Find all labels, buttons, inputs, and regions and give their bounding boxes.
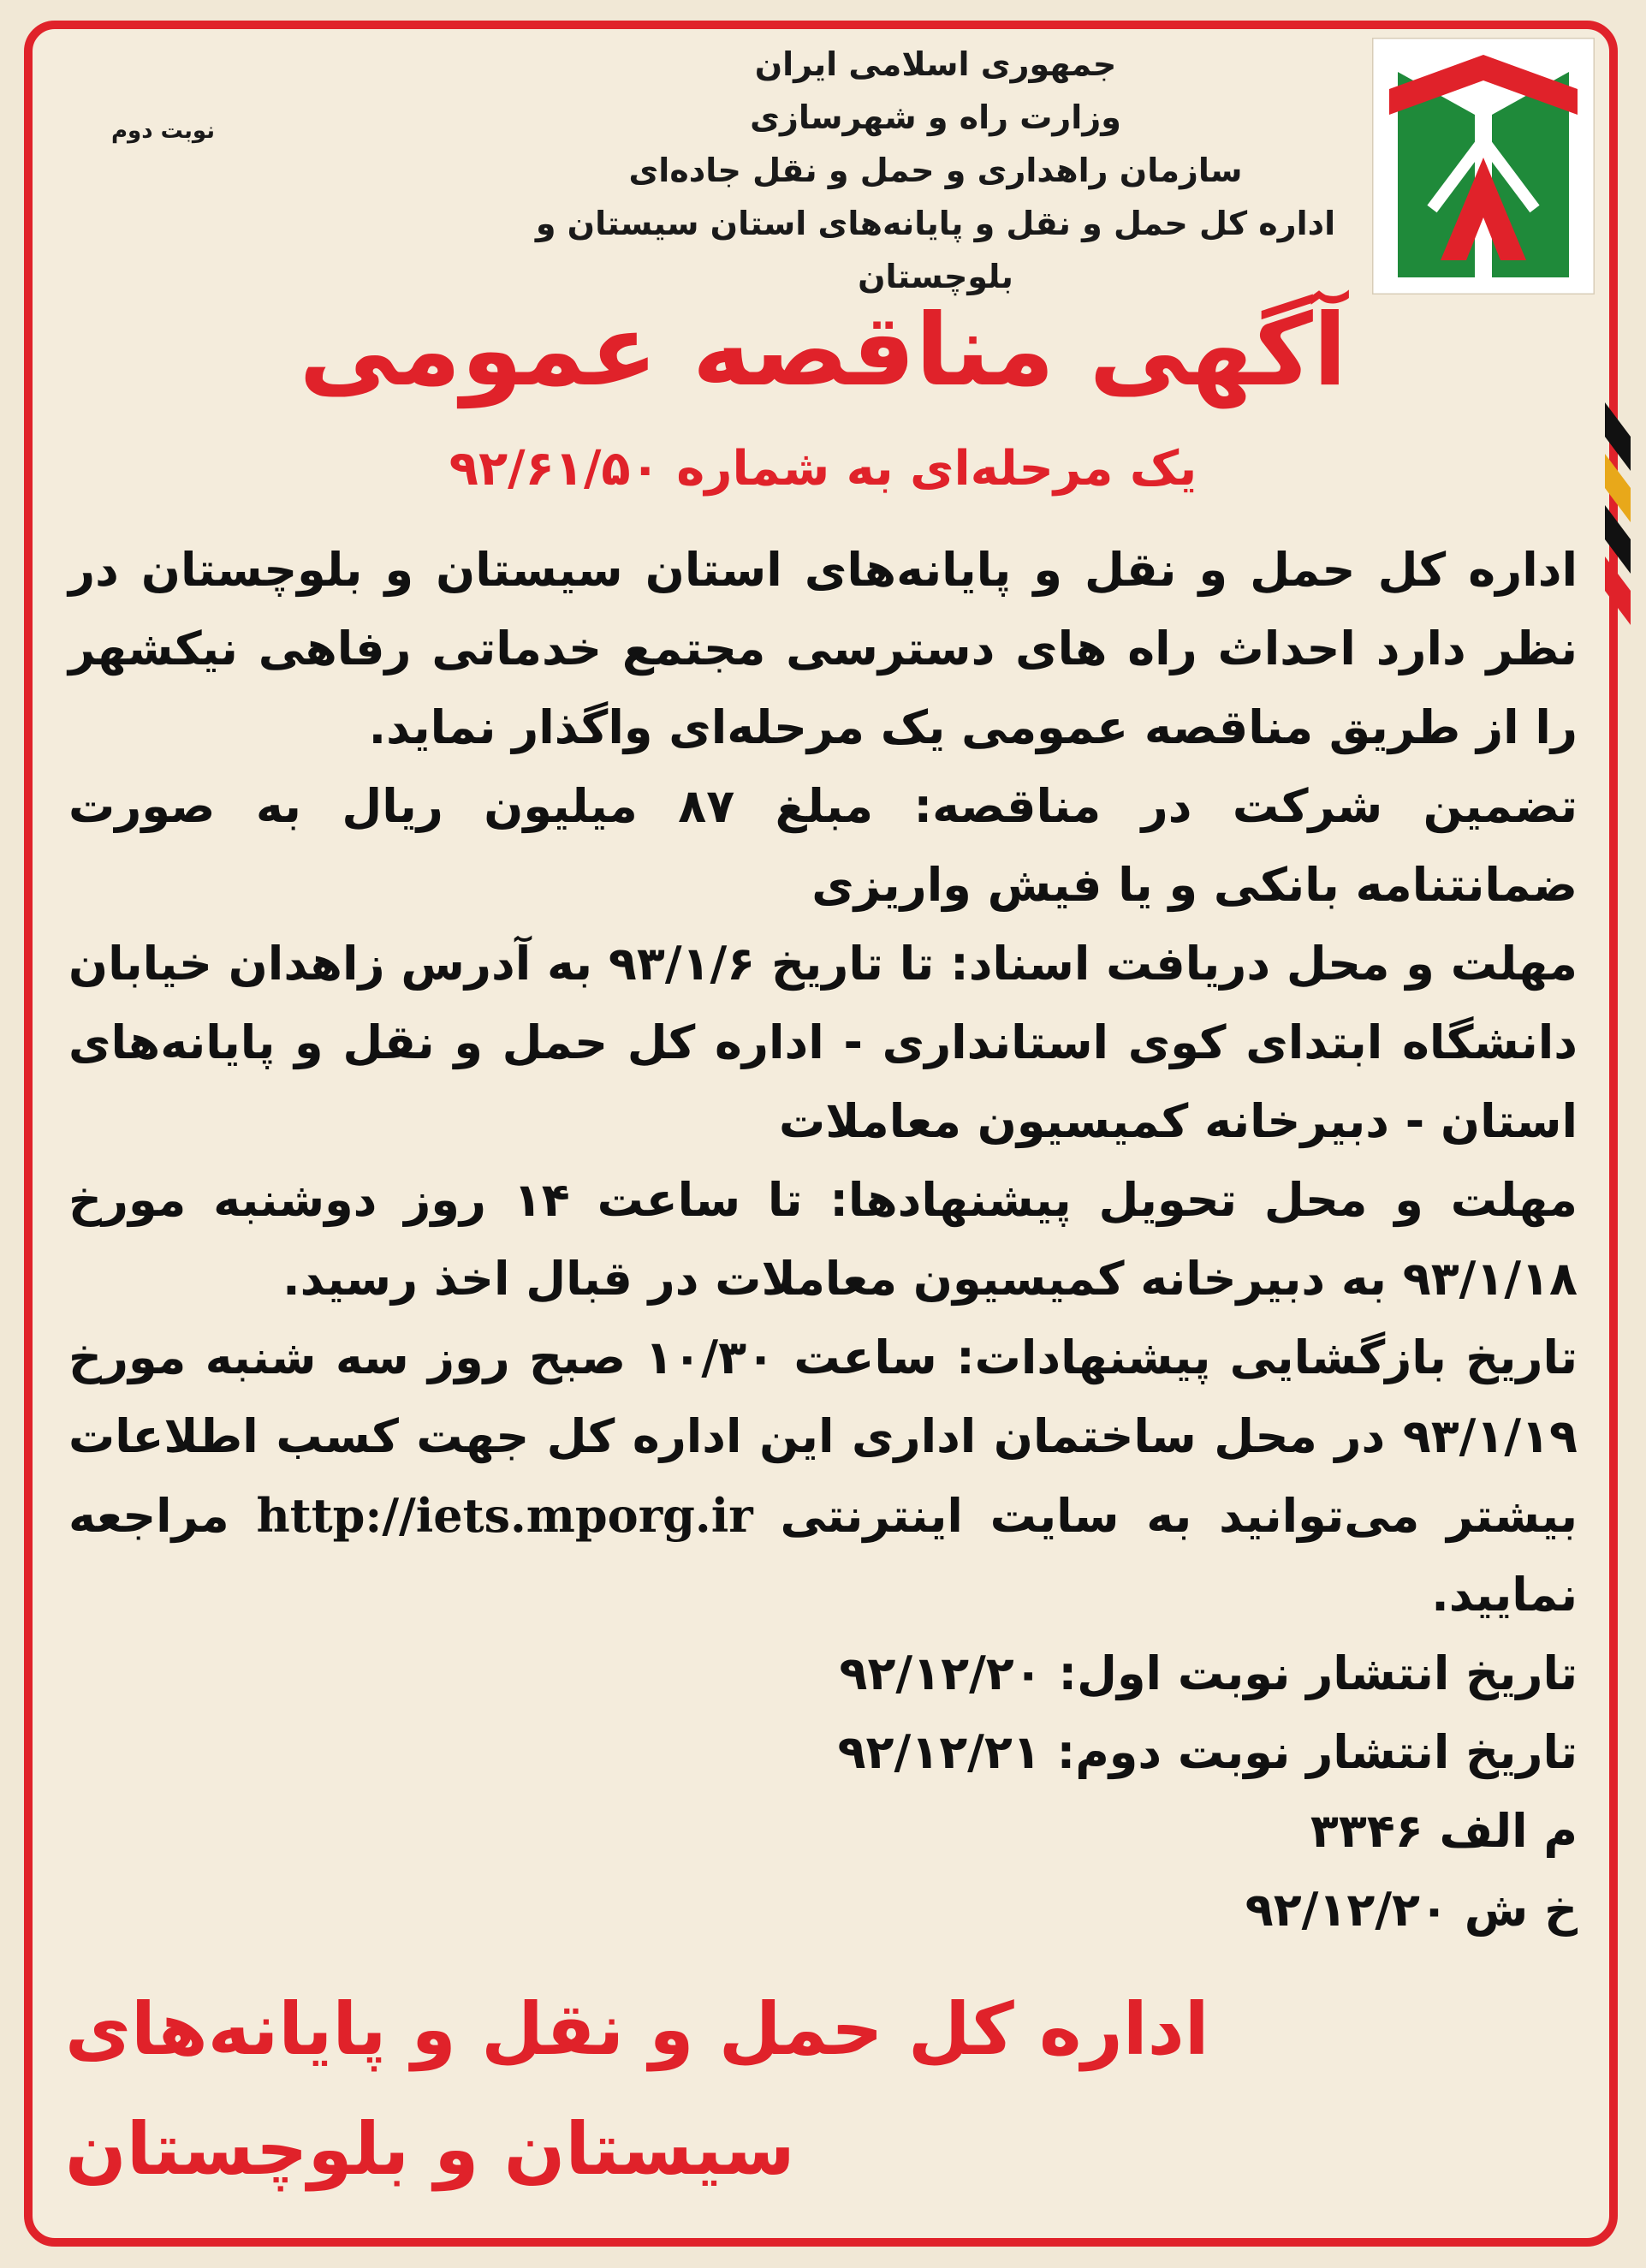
footer-line-2: سیستان و بلوچستان bbox=[65, 2107, 795, 2191]
publish-date-first: تاریخ انتشار نوبت اول: ۹۲/۱۲/۲۰ bbox=[839, 1646, 1578, 1700]
header-line-organization: سازمان راهداری و حمل و نقل جاده‌ای bbox=[628, 152, 1243, 189]
publish-date-second: تاریخ انتشار نوبت دوم: ۹۲/۱۲/۲۱ bbox=[837, 1725, 1578, 1779]
body-paragraph-guarantee: تضمین شرکت در مناقصه: مبلغ ۸۷ میلیون ریال به صورت ضمانتنامه بانکی و یا فیش واریزی bbox=[68, 779, 1578, 912]
notice-title: آگهی مناقصه عمومی bbox=[299, 293, 1347, 408]
notice-subtitle: یک مرحله‌ای به شماره ۹۲/۶۱/۵۰ bbox=[449, 441, 1197, 497]
footer-signature bbox=[65, 1969, 1263, 2209]
round-note: نوبت دوم bbox=[111, 118, 215, 144]
header-line-country: جمهوری اسلامی ایران bbox=[754, 45, 1117, 83]
notice-body bbox=[68, 531, 1578, 1950]
body-paragraph-opening bbox=[68, 1319, 1578, 1634]
header-line-ministry: وزارت راه و شهرسازی bbox=[750, 98, 1121, 136]
footer-line-1: اداره کل حمل و نقل و پایانه‌های bbox=[65, 1987, 1209, 2071]
body-paragraph-documents: مهلت و محل دریافت اسناد: تا تاریخ ۹۳/۱/۶ به آدرس زاهدان خیابان دانشگاه ابتدای کوی استانداری - اداره کل حمل و نقل و پایانه‌های استان - دبیرخانه کمیسیون معاملات bbox=[68, 937, 1578, 1148]
body-paragraph-intro: اداره کل حمل و نقل و پایانه‌های استان سیستان و بلوچستان در نظر دارد احداث راه های دسترسی مجتمع خدماتی رفاهی نیکشهر را از طریق مناقصه عمومی یک مرحله‌ای واگذار نماید. bbox=[68, 543, 1578, 754]
opening-text-end: مراجعه نمایید. bbox=[68, 1489, 1578, 1622]
header-line-department: اداره کل حمل و نقل و پایانه‌های استان سیستان و بلوچستان bbox=[535, 205, 1336, 295]
body-paragraph-submission: مهلت و محل تحویل پیشنهادها: تا ساعت ۱۴ روز دوشنبه مورخ ۹۳/۱/۱۸ به دبیرخانه کمیسیون معاملات در قبال اخذ رسید. bbox=[68, 1173, 1578, 1306]
opening-text: تاریخ بازگشایی پیشنهادات: ساعت ۱۰/۳۰ صبح روز سه شنبه مورخ ۹۳/۱/۱۹ در محل ساختمان اداری این اداره کل جهت کسب اطلاعات بیشتر می‌توانید به سایت اینترنتی bbox=[68, 1330, 1578, 1543]
reference-code-2: خ ش ۹۲/۱۲/۲۰ bbox=[1245, 1883, 1578, 1937]
reference-code-1: م الف ۳۳۴۶ bbox=[1310, 1804, 1578, 1858]
header-block bbox=[508, 38, 1364, 303]
ministry-logo-icon bbox=[1372, 38, 1595, 295]
website-link[interactable]: http://iets.mporg.ir bbox=[256, 1488, 753, 1543]
